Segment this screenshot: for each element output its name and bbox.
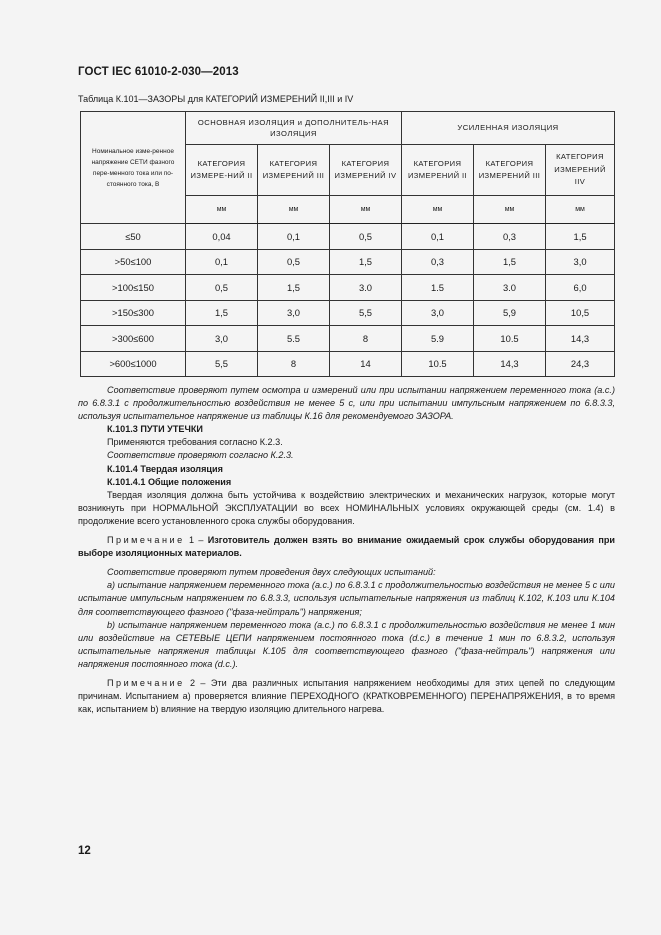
section-heading-solid-insulation: К.101.4 Твердая изоляция: [107, 463, 223, 474]
note-number: 1 –: [188, 535, 204, 546]
value-cell: 0,04: [186, 224, 258, 250]
note-number: 2 –: [190, 677, 206, 688]
unit-cell: мм: [474, 196, 546, 224]
note-label: Примечание: [107, 677, 185, 688]
category-header: КАТЕГОРИЯ ИЗМЕРЕНИЙ III: [258, 145, 330, 196]
value-cell: 5.5: [258, 326, 330, 352]
value-cell: 3.0: [474, 275, 546, 301]
value-cell: 5,9: [474, 300, 546, 326]
table-row: [81, 249, 615, 275]
note-label: Примечание: [107, 535, 185, 546]
table-caption: Таблица К.101—ЗАЗОРЫ для КАТЕГОРИЙ ИЗМЕРЕНИЙ II,III и IV: [78, 94, 354, 104]
value-cell: 0,5: [330, 224, 402, 250]
value-cell: 0,3: [402, 249, 474, 275]
row-header-cell: [81, 112, 186, 224]
value-cell: 3,0: [258, 300, 330, 326]
voltage-cell: >600≤1000: [81, 351, 186, 377]
category-header: КАТЕГОРИЯ ИЗМЕРЕНИЙ III: [474, 145, 546, 196]
document-title: ГОСТ IEC 61010-2-030—2013: [78, 66, 239, 78]
page-number: 12: [78, 845, 91, 857]
value-cell: 1,5: [474, 249, 546, 275]
value-cell: 3.0: [330, 275, 402, 301]
value-cell: 10.5: [474, 326, 546, 352]
value-cell: 6,0: [546, 275, 615, 301]
category-header: КАТЕГОРИЯ ИЗМЕРЕНИЙ II: [402, 145, 474, 196]
value-cell: 0,5: [258, 249, 330, 275]
value-cell: 1,5: [546, 224, 615, 250]
unit-cell: мм: [186, 196, 258, 224]
unit-cell: мм: [402, 196, 474, 224]
table-row: [81, 300, 615, 326]
category-header: КАТЕГОРИЯ ИЗМЕРЕ-НИЙ II: [186, 145, 258, 196]
test-item-a: а) испытание напряжением переменного тока (а.с.) по 6.8.3.1 с продолжительностью воздействия не менее 5 с или испытание импульсным напряжением по 6.8.3.3, используя испытательные напряжения из таблиц К.102, К.103 или К.104 для соответствующего фазного ("фаза-нейтраль") напряжения;: [78, 580, 615, 617]
paragraph: Применяются требования согласно К.2.3.: [107, 437, 283, 448]
value-cell: 3,0: [186, 326, 258, 352]
compliance-paragraph: Соответствие проверяют согласно К.2.3.: [107, 450, 294, 461]
unit-cell: мм: [330, 196, 402, 224]
note-text: Эти два различных испытания напряжением необходимы для этих цепей по следующим причинам. Испытанием а) проверяется влияние ПЕРЕХОДНОГО (КРАТКОВРЕМЕННОГО) ПЕРЕНАПРЯЖЕНИЯ, в то время как, испытанием b) влияние на твердую изоляцию длительного нагрева.: [78, 677, 616, 715]
note-2: [78, 677, 615, 716]
table-row: [81, 326, 615, 352]
value-cell: 5.9: [402, 326, 474, 352]
value-cell: 8: [258, 351, 330, 377]
value-cell: 3,0: [402, 300, 474, 326]
paragraph: Твердая изоляция должна быть устойчива к воздействию электрических и механических нагрузок, которые могут возникнуть при НОРМАЛЬНОЙ ЭКСПЛУАТАЦИИ во всех НОМИНАЛЬНЫХ условиях окружающей среды (см. 1.4) в продолжение всего установленного срока службы оборудования.: [78, 489, 615, 526]
category-header: КАТЕГОРИЯ ИЗМЕРЕНИЙ IV: [330, 145, 402, 196]
value-cell: 0,3: [474, 224, 546, 250]
value-cell: 14: [330, 351, 402, 377]
voltage-cell: >150≤300: [81, 300, 186, 326]
section-heading-creepage: К.101.3 ПУТИ УТЕЧКИ: [107, 424, 203, 435]
value-cell: 10.5: [402, 351, 474, 377]
value-cell: 14,3: [474, 351, 546, 377]
group-header-basic-text: ОСНОВНАЯ ИЗОЛЯЦИЯ и ДОПОЛНИТЕЛЬ-НАЯ ИЗОЛЯЦИЯ: [197, 117, 390, 138]
value-cell: 8: [330, 326, 402, 352]
unit-cell: мм: [546, 196, 615, 224]
value-cell: 0,5: [186, 275, 258, 301]
voltage-cell: >300≤600: [81, 326, 186, 352]
table-row: [81, 275, 615, 301]
row-header-text: Номинальное изме-ренное напряжение СЕТИ фазного пере-менного тока или по-стоянного тока, В: [91, 147, 175, 188]
test-item-b: b) испытание напряжением переменного тока (а.с.) по 6.8.3.1 с продолжительностью воздействия не менее 1 мин или воздействие на СЕТЕВЫЕ ЦЕПИ напряжением постоянного тока (d.c.) в течение 1 мин по 6.8.3.2, используя испытательные напряжения таблицы К.105 для соответствующего фазного ("фаза-нейтраль") напряжения или напряжения постоянного тока (d.c.).: [78, 619, 615, 669]
table-row: [81, 351, 615, 377]
unit-cell: мм: [258, 196, 330, 224]
value-cell: 1,5: [330, 249, 402, 275]
value-cell: 14,3: [546, 326, 615, 352]
value-cell: 1.5: [402, 275, 474, 301]
group-header-reinforced-text: УСИЛЕННАЯ ИЗОЛЯЦИЯ: [457, 123, 559, 133]
value-cell: 0,1: [402, 224, 474, 250]
voltage-cell: ≤50: [81, 224, 186, 250]
note-text: Изготовитель должен взять во внимание ожидаемый срок службы оборудования при выборе изоляционных материалов.: [78, 535, 615, 559]
group-header-reinforced: [402, 112, 615, 145]
value-cell: 3,0: [546, 249, 615, 275]
value-cell: 5,5: [186, 351, 258, 377]
table-row: [81, 224, 615, 250]
section-heading-general: К.101.4.1 Общие положения: [107, 476, 232, 487]
value-cell: 1,5: [258, 275, 330, 301]
value-cell: 10,5: [546, 300, 615, 326]
value-cell: 0,1: [186, 249, 258, 275]
voltage-cell: >100≤150: [81, 275, 186, 301]
clearances-table: [80, 111, 615, 377]
value-cell: 24,3: [546, 351, 615, 377]
value-cell: 5,5: [330, 300, 402, 326]
value-cell: 0,1: [258, 224, 330, 250]
compliance-paragraph: Соответствие проверяют путем проведения двух следующих испытаний:: [107, 567, 436, 578]
voltage-cell: >50≤100: [81, 249, 186, 275]
body-text: [78, 384, 615, 716]
note-1: [78, 534, 615, 560]
group-header-basic: [186, 112, 402, 145]
category-header: КАТЕГОРИЯ ИЗМЕРЕНИЙ IIV: [546, 145, 615, 196]
compliance-paragraph: Соответствие проверяют путем осмотра и измерений или при испытании напряжением переменного тока (а.с.) по 6.8.3.1 с продолжительностью воздействия не менее 5 с, или при испытании импульсным напряжением по 6.8.3.3, используя испытательное напряжение из таблицы К.16 для рекомендуемого ЗАЗОРА.: [78, 385, 615, 422]
value-cell: 1,5: [186, 300, 258, 326]
